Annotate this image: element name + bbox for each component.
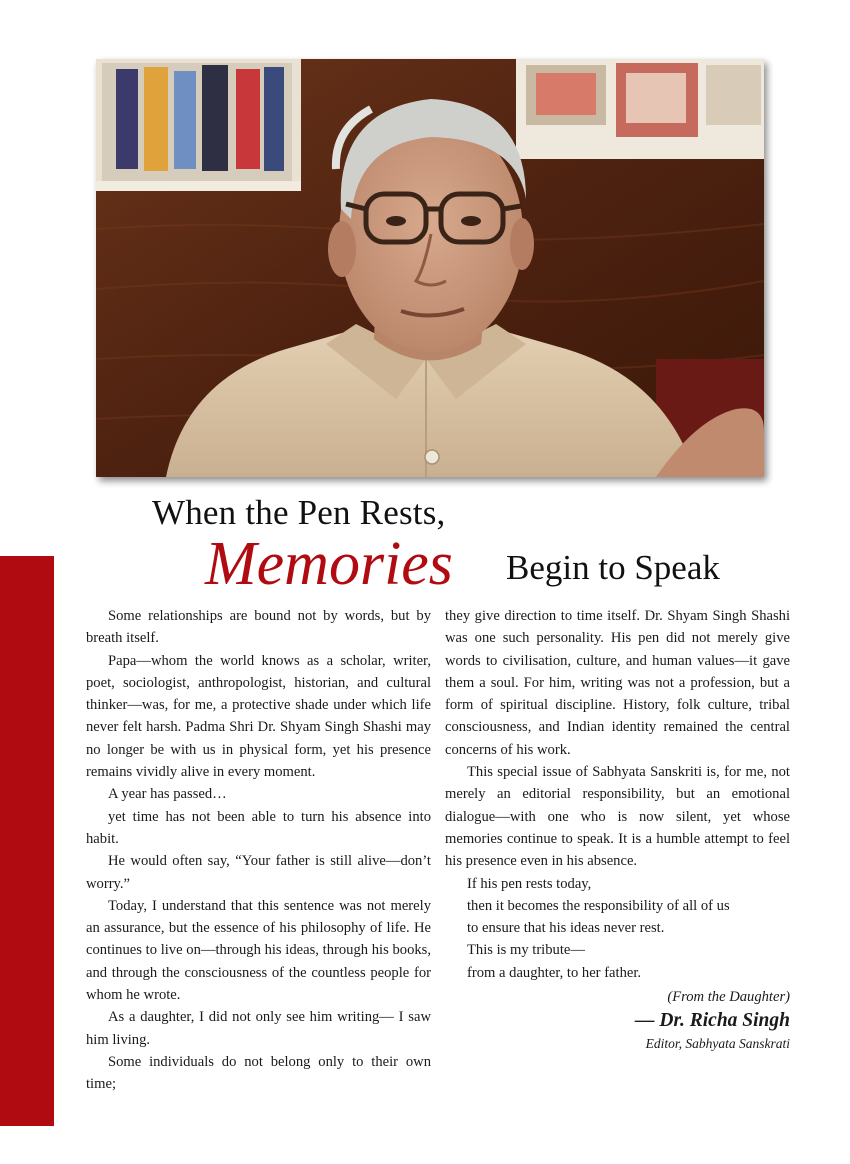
signature-name: — Dr. Richa Singh (635, 1010, 790, 1032)
paragraph-continuation: they give direction to time itself. Dr. Shyam Singh Shashi was one such personality. His pen did not merely give words to civilisation, culture, and human values—it gave them a soul. For him, writing was not a profession, but a form of spiritual discipline. History, folk culture, tribal consciousness, and Indian identity remained the central concerns of his work. (445, 608, 790, 758)
paragraph: Some relationships are bound not by words, but by breath itself. (86, 608, 431, 647)
decorative-red-bar (0, 556, 54, 1126)
paragraph: Today, I understand that this sentence was not merely an assurance, but the essence of his philosophy of life. He continues to live on—through his ideas, through his books, and through the consciousness of the countless people for whom he wrote. (86, 897, 431, 1004)
portrait-photo (96, 59, 764, 477)
signature-block (445, 986, 790, 1054)
article-column-right (445, 605, 790, 1054)
paragraph: As a daughter, I did not only see him writing— I saw him living. (86, 1009, 431, 1048)
paragraph: A year has passed… (108, 786, 227, 803)
portrait-illustration (96, 59, 764, 477)
paragraph: Some individuals do not belong only to their own time; (86, 1053, 431, 1093)
verse-line: to ensure that his ideas never rest. (467, 920, 665, 937)
signature-role: Editor, Sabhyata Sanskrati (645, 1036, 790, 1052)
article-column-left (86, 605, 431, 1096)
headline-line-2: Begin to Speak (506, 548, 720, 587)
verse-line: then it becomes the responsibility of all of us (467, 897, 730, 914)
verse-line: If his pen rests today, (467, 875, 592, 892)
paragraph: Papa—whom the world knows as a scholar, writer, poet, sociologist, anthropologist, historian, and cultural thinker—was, for me, a protective shade under which life never felt harsh. Padma Shri Dr. Shyam Singh Shashi may no longer be with us in physical form, yet his presence remains vividly alive in every moment. (86, 652, 431, 781)
signature-from: (From the Daughter) (667, 989, 790, 1006)
verse-line: This is my tribute— (467, 942, 585, 959)
headline-accent: Memories (205, 530, 453, 598)
paragraph: yet time has not been able to turn his absence into habit. (86, 808, 431, 847)
paragraph: This special issue of Sabhyata Sanskriti is, for me, not merely an editorial responsibility, but an emotional dialogue—with one who is now silent, yet whose memories continue to speak. It is a humble attempt to feel his presence even in his absence. (445, 764, 790, 870)
verse-line: from a daughter, to her father. (467, 964, 642, 981)
headline-line-1: When the Pen Rests, (152, 493, 446, 532)
paragraph: He would often say, “Your father is still alive—don’t worry.” (86, 853, 431, 892)
